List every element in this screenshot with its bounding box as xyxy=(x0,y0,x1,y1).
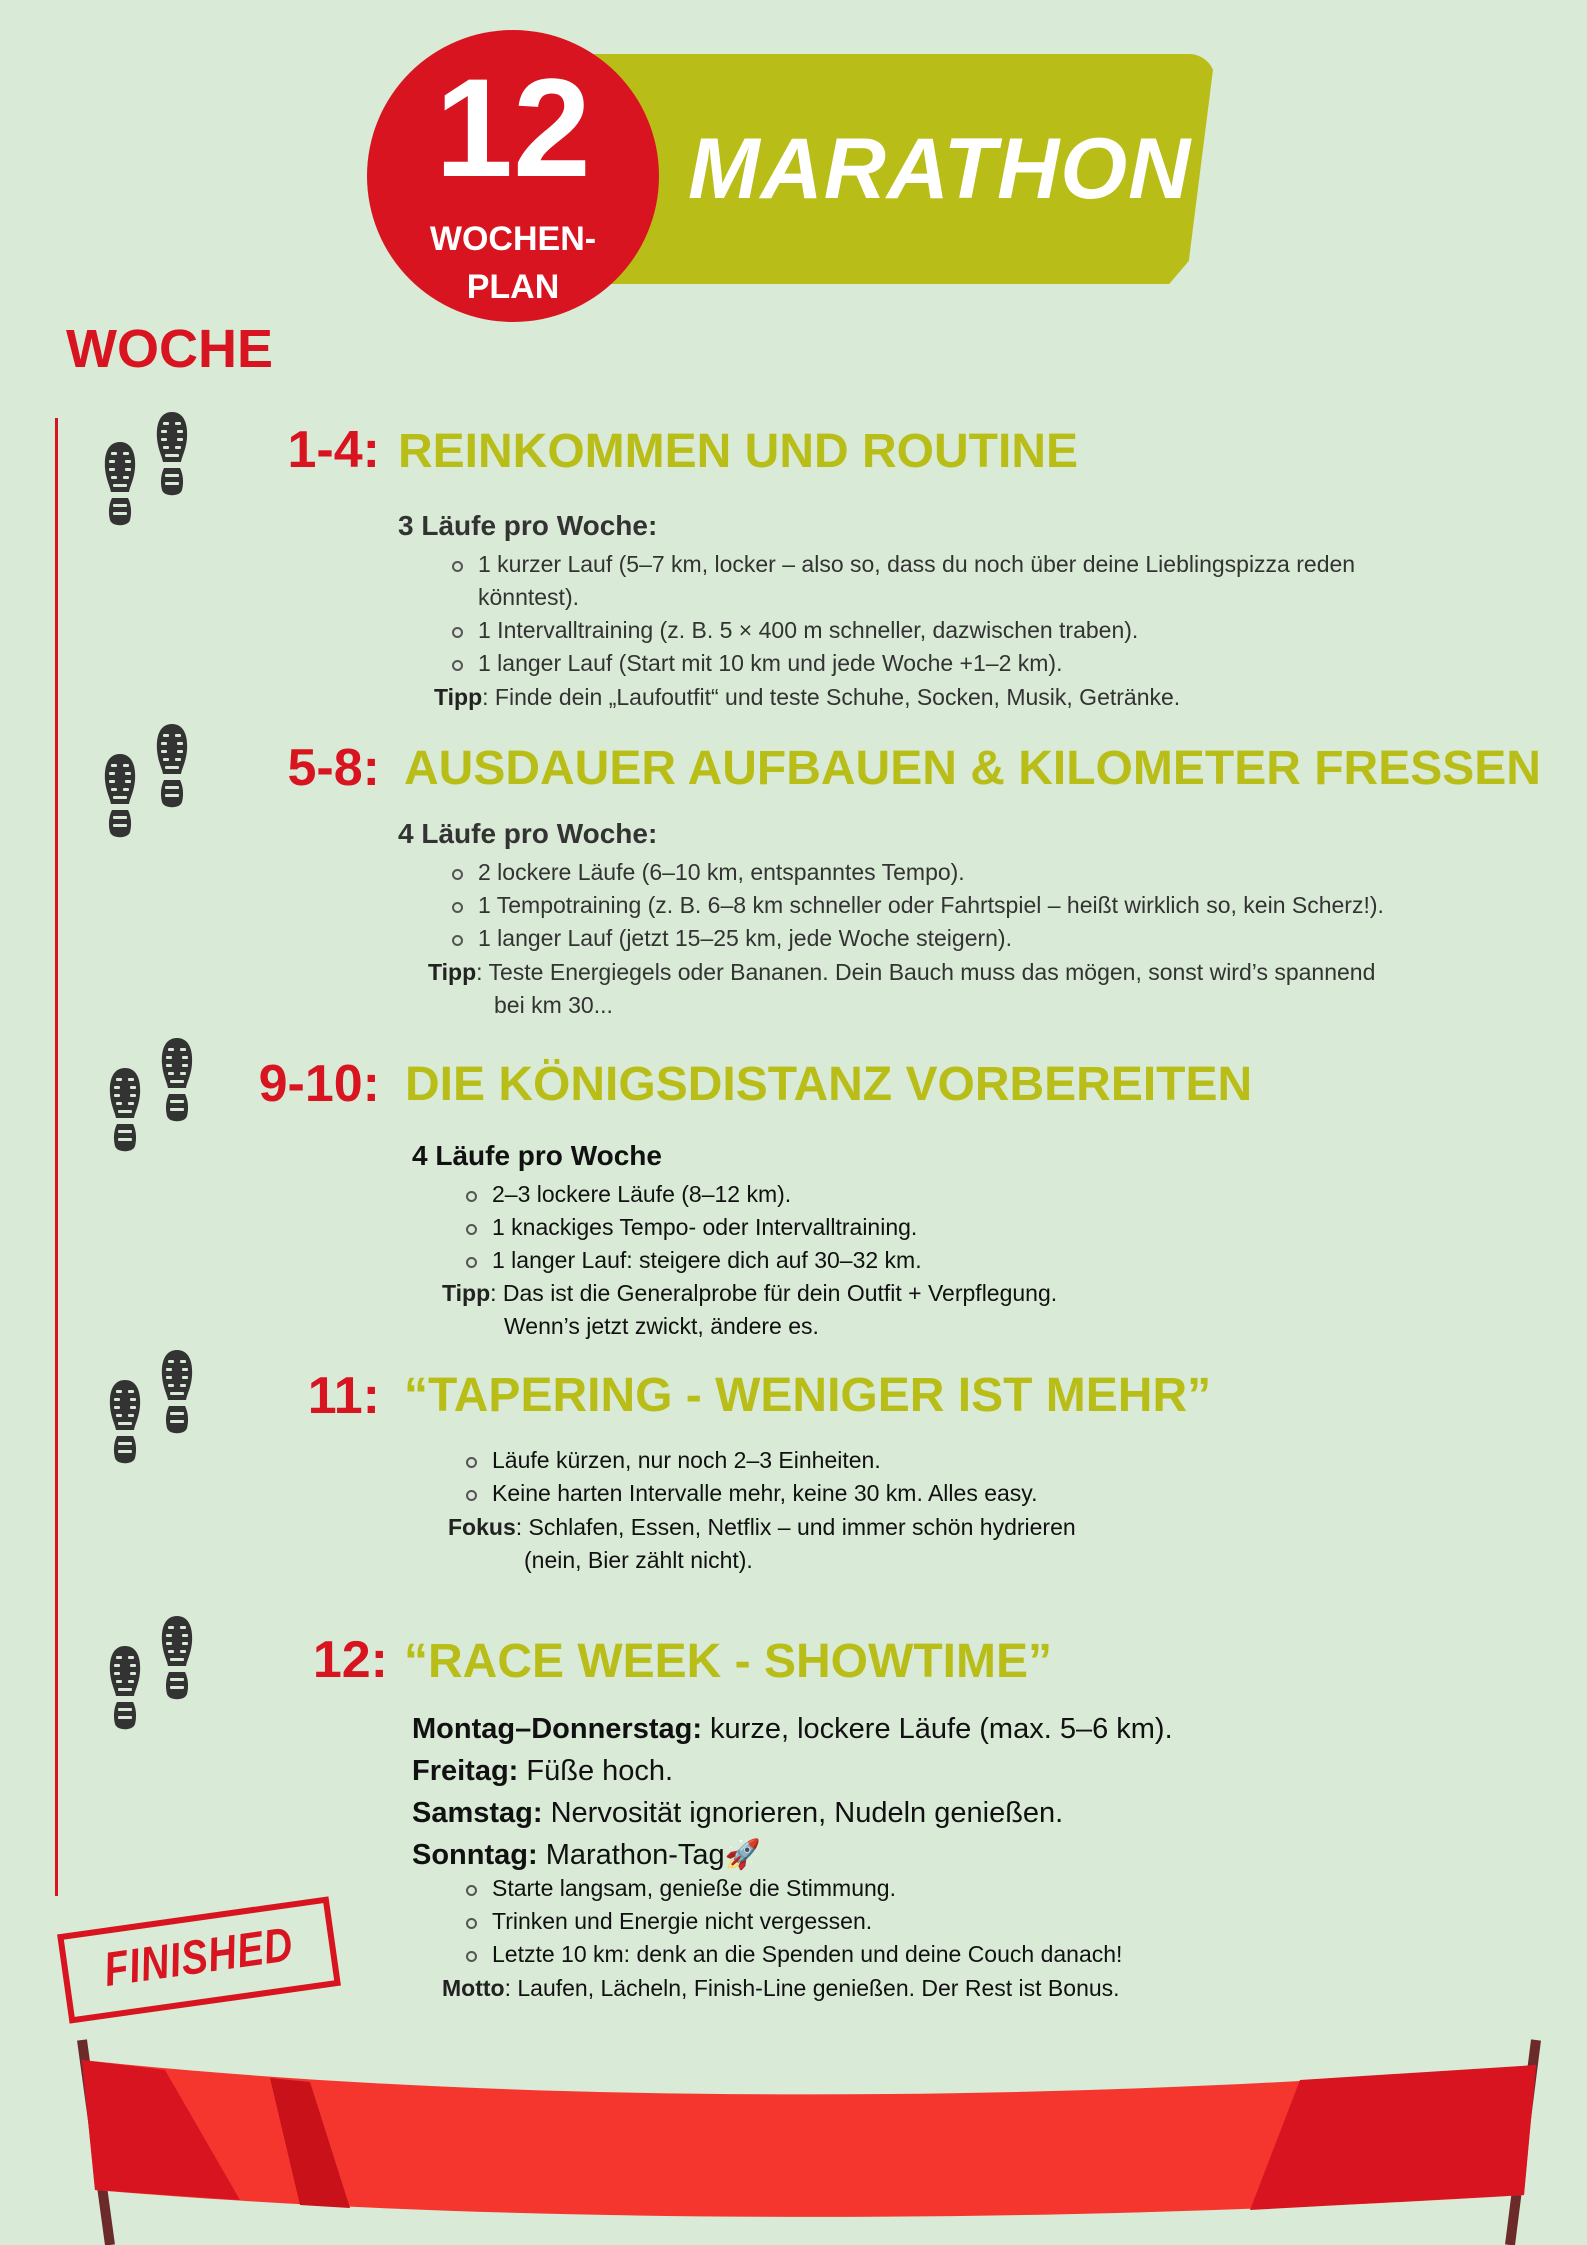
tip-text: : Finde dein „Laufoutfit“ und teste Schuhe, Socken, Musik, Getränke. xyxy=(482,684,1181,710)
week-title-5-8: AUSDAUER AUFBAUEN & KILOMETER FRESSEN xyxy=(404,742,1541,795)
list-item: Keine harten Intervalle mehr, keine 30 km. Alles easy. xyxy=(466,1477,1266,1510)
list-item: 1 Intervalltraining (z. B. 5 × 400 m schneller, dazwischen traben). xyxy=(452,614,1442,647)
training-list-9-10 xyxy=(466,1178,1266,1277)
training-list-5-8 xyxy=(452,856,1512,955)
list-item: Trinken und Energie nicht vergessen. xyxy=(466,1905,1366,1938)
day-label: Samstag: xyxy=(412,1797,543,1829)
day-sat xyxy=(412,1792,1173,1834)
list-item: 1 langer Lauf: steigere dich auf 30–32 km. xyxy=(466,1244,1266,1277)
day-label: Sonntag: xyxy=(412,1839,538,1871)
badge-number: 12 xyxy=(435,49,591,206)
tip-text-continued: (nein, Bier zählt nicht). xyxy=(524,1547,753,1573)
week-range-11: 11: xyxy=(307,1367,380,1425)
list-item: 1 Tempotraining (z. B. 6–8 km schneller oder Fahrtspiel – heißt wirklich so, kein Scherz!). xyxy=(452,889,1512,922)
training-list-12 xyxy=(466,1872,1366,1971)
tip-label: Tipp xyxy=(434,684,483,710)
list-item: 1 kurzer Lauf (5–7 km, locker – also so, dass du noch über deine Lieblingspizza reden könntest). xyxy=(452,548,1442,614)
week-count-badge xyxy=(367,30,659,322)
list-item: Letzte 10 km: denk an die Spenden und deine Couch danach! xyxy=(466,1938,1366,1971)
day-mon-thu xyxy=(412,1708,1173,1750)
tip-text: : Laufen, Lächeln, Finish-Line genießen. Der Rest ist Bonus. xyxy=(504,1975,1120,2001)
motto-12 xyxy=(442,1972,1120,2005)
day-text: kurze, lockere Läufe (max. 5–6 km). xyxy=(702,1713,1173,1745)
tip-label: Tipp xyxy=(442,1280,491,1306)
tip-9-10 xyxy=(442,1277,1057,1310)
list-item: Läufe kürzen, nur noch 2–3 Einheiten. xyxy=(466,1444,1266,1477)
day-sun xyxy=(412,1834,1173,1876)
day-label: Freitag: xyxy=(412,1755,519,1787)
list-item: 1 knackiges Tempo- oder Intervalltraining. xyxy=(466,1211,1266,1244)
day-text: Marathon-Tag🚀 xyxy=(537,1839,761,1871)
list-item: 2–3 lockere Läufe (8–12 km). xyxy=(466,1178,1266,1211)
badge-subtitle-line1: WOCHEN- xyxy=(429,220,597,258)
focus-11 xyxy=(448,1511,1076,1544)
week-range-9-10: 9-10: xyxy=(258,1055,380,1113)
tip-text-continued: bei km 30... xyxy=(494,992,613,1018)
page-title: MARATHON xyxy=(688,121,1192,217)
tip-label: Motto xyxy=(442,1975,505,2001)
week-title-11: “TAPERING - WENIGER IST MEHR” xyxy=(404,1369,1212,1422)
week-range-1-4: 1-4: xyxy=(287,421,380,479)
week-title-9-10: DIE KÖNIGSDISTANZ VORBEREITEN xyxy=(405,1058,1253,1111)
training-list-11 xyxy=(466,1444,1266,1510)
tip-label: Tipp xyxy=(428,959,477,985)
badge-subtitle-line2: PLAN xyxy=(466,268,560,306)
finished-stamp xyxy=(57,1896,341,2023)
tip-text: : Das ist die Generalprobe für dein Outfit + Verpflegung. xyxy=(490,1280,1058,1306)
day-text: Nervosität ignorieren, Nudeln genießen. xyxy=(542,1797,1064,1829)
race-week-days xyxy=(412,1708,1173,1876)
training-list-1-4 xyxy=(452,548,1442,680)
runs-per-week-9-10: 4 Läufe pro Woche xyxy=(412,1140,662,1171)
day-label: Montag–Donnerstag: xyxy=(412,1713,702,1745)
list-item: 1 langer Lauf (Start mit 10 km und jede Woche +1–2 km). xyxy=(452,647,1442,680)
timeline-line xyxy=(55,418,58,1896)
day-fri xyxy=(412,1750,1173,1792)
week-title-12: “RACE WEEK - SHOWTIME” xyxy=(404,1635,1052,1688)
section-label: WOCHE xyxy=(66,319,273,379)
list-item: 1 langer Lauf (jetzt 15–25 km, jede Woche steigern). xyxy=(452,922,1512,955)
tip-text: : Teste Energiegels oder Bananen. Dein Bauch muss das mögen, sonst wird’s spannend xyxy=(476,959,1376,985)
week-range-5-8: 5-8: xyxy=(287,739,380,797)
day-text: Füße hoch. xyxy=(518,1755,674,1787)
tip-text: : Schlafen, Essen, Netflix – und immer schön hydrieren xyxy=(515,1514,1076,1540)
week-title-1-4: REINKOMMEN UND ROUTINE xyxy=(398,425,1078,478)
runs-per-week-1-4: 3 Läufe pro Woche: xyxy=(398,510,658,541)
finish-line-banner xyxy=(0,2030,1587,2245)
tip-label: Fokus xyxy=(448,1514,516,1540)
tip-text-continued: Wenn’s jetzt zwickt, ändere es. xyxy=(504,1313,819,1339)
tip-5-8 xyxy=(428,956,1375,989)
list-item: Starte langsam, genieße die Stimmung. xyxy=(466,1872,1366,1905)
week-range-12: 12: xyxy=(312,1631,388,1689)
runs-per-week-5-8: 4 Läufe pro Woche: xyxy=(398,818,658,849)
list-item: 2 lockere Läufe (6–10 km, entspanntes Tempo). xyxy=(452,856,1512,889)
stamp-text: FINISHED xyxy=(100,1918,297,1998)
tip-1-4 xyxy=(434,681,1180,714)
